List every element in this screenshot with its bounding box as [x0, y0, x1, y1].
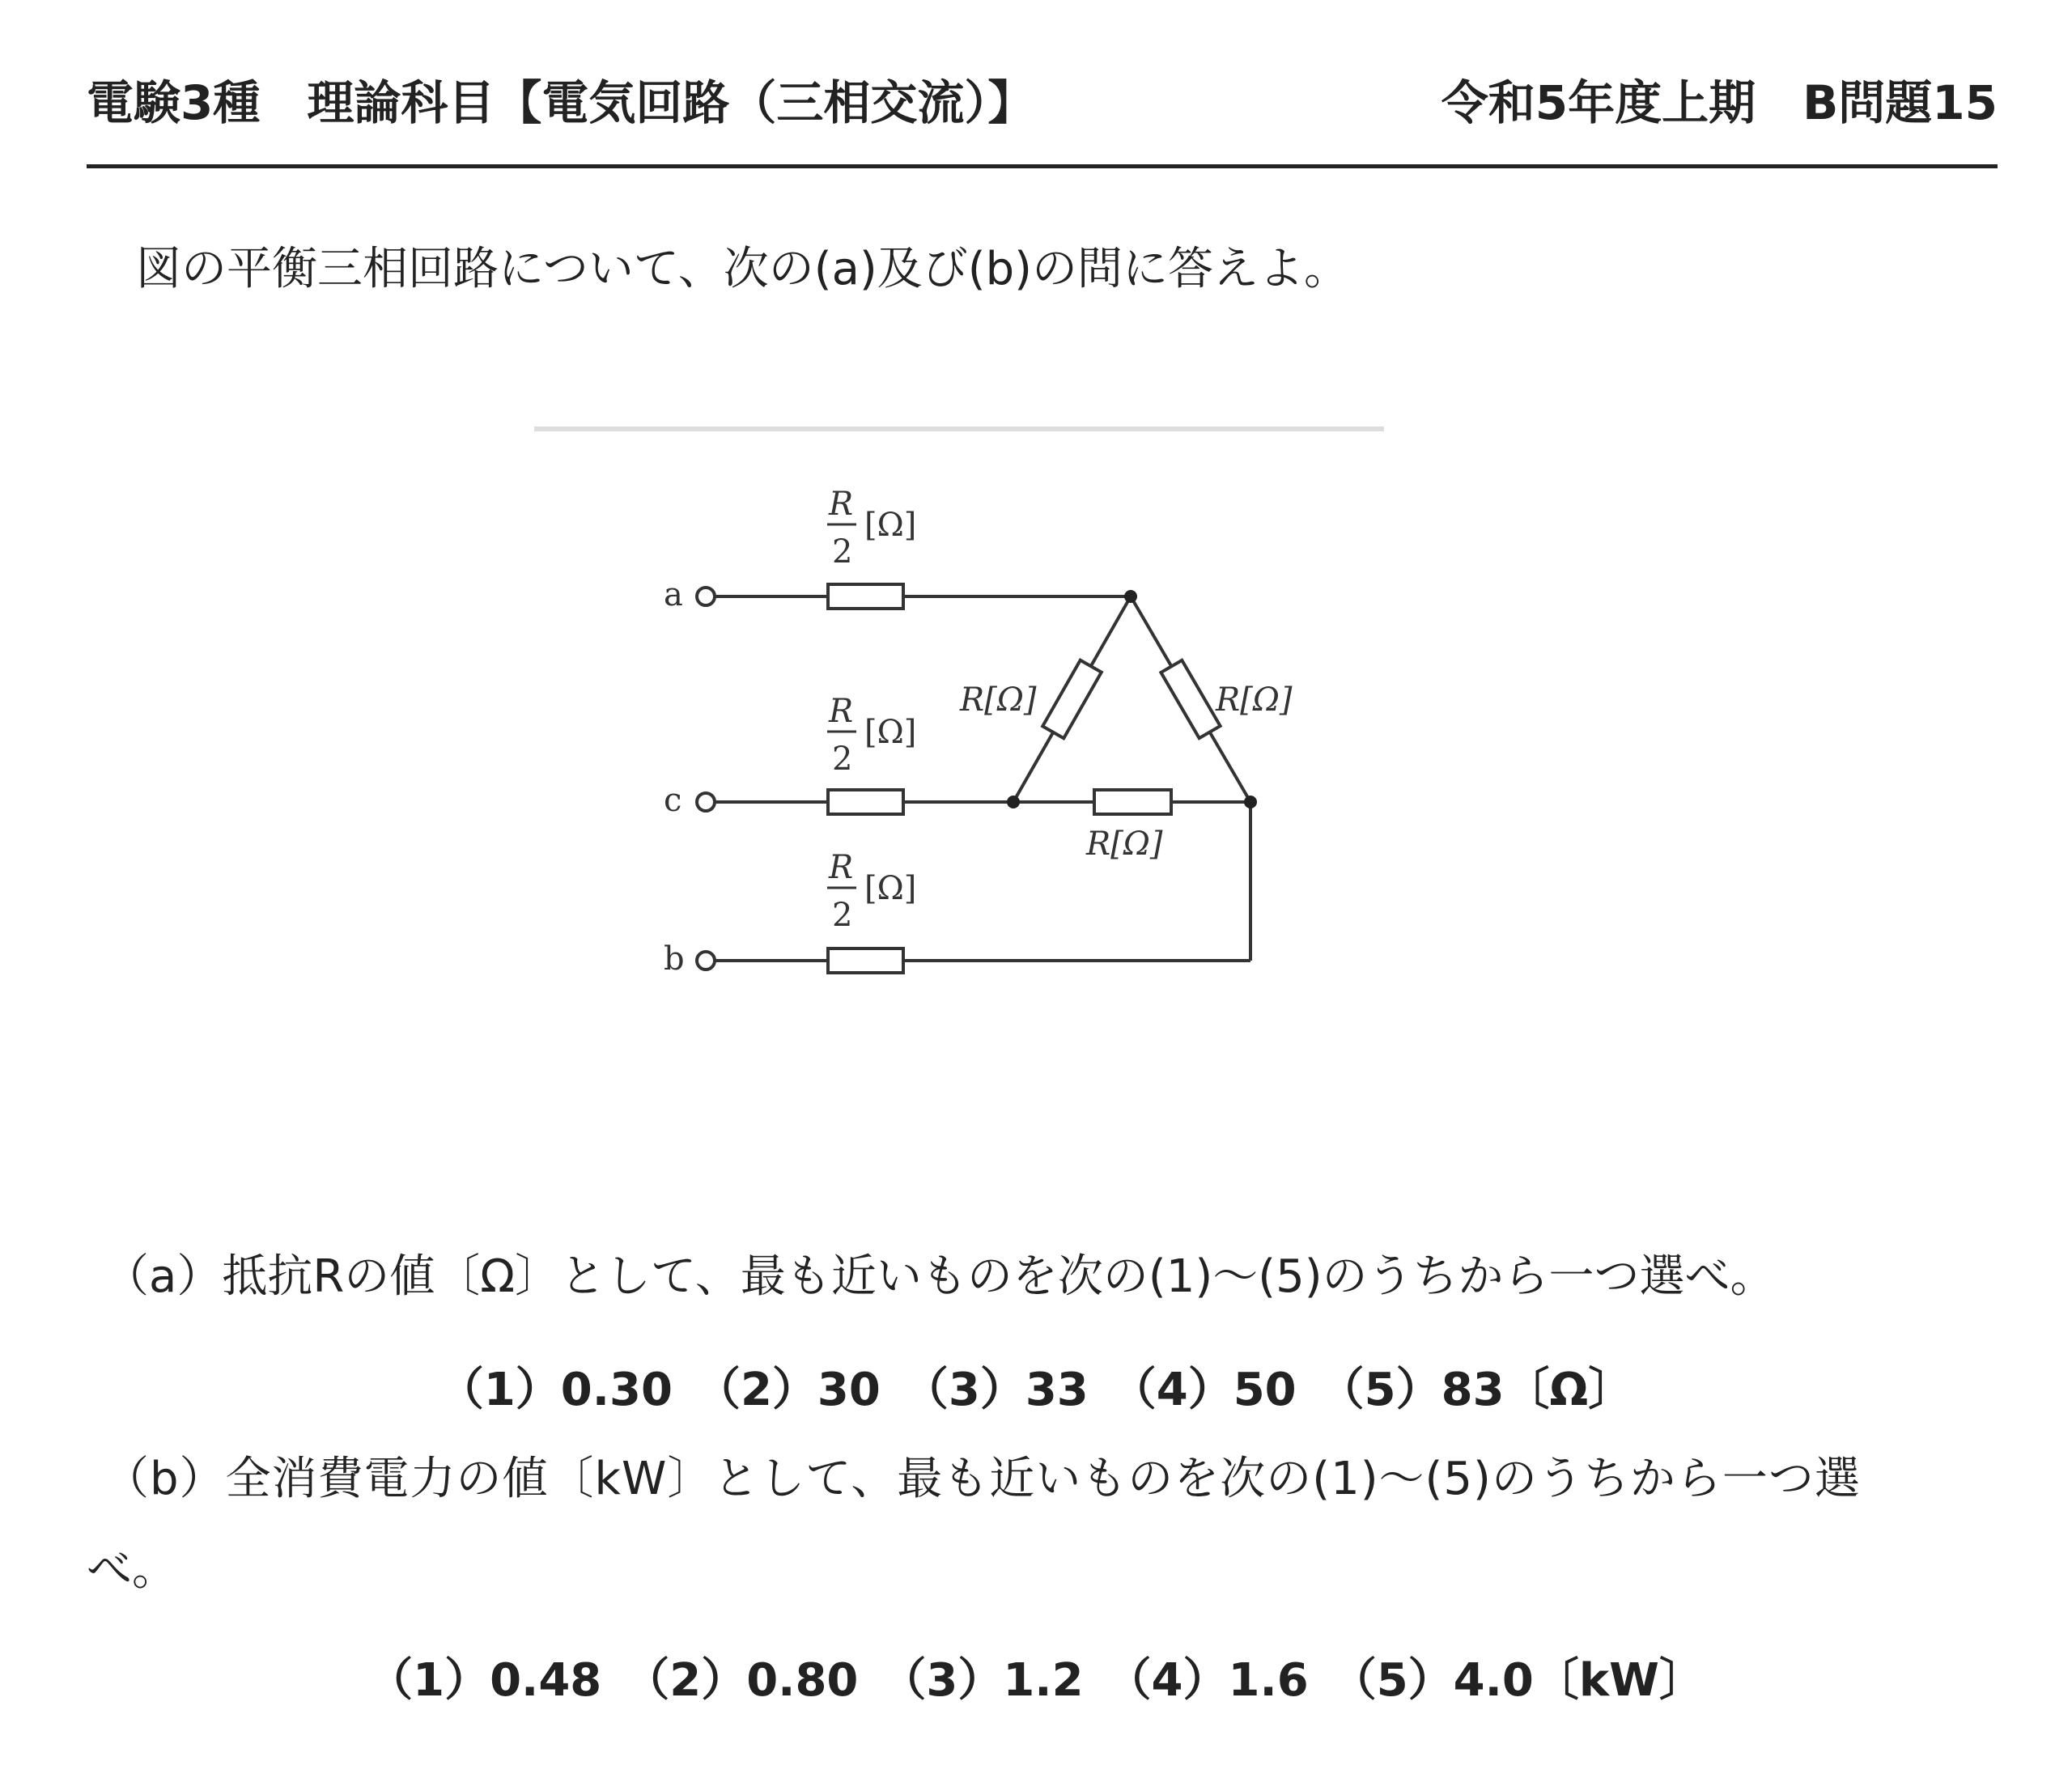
half-r-unit-a: [Ω] — [864, 507, 917, 544]
half-r-denominator-a: 2 — [832, 533, 853, 571]
half-r-numerator-a: R — [829, 486, 854, 523]
terminal-c-circle — [697, 793, 715, 811]
question-a-text: （a）抵抗Rの値〔Ω〕として、最も近いものを次の(1)～(5)のうちから一つ選べ。 — [104, 1250, 1776, 1303]
junction-dot-top — [1124, 590, 1137, 603]
half-r-unit-b: [Ω] — [864, 870, 917, 907]
header-exam-info: 令和5年度上期 B問題15 — [1441, 75, 1998, 130]
junction-dot-left — [1007, 796, 1020, 808]
resistor-line-b — [828, 948, 903, 973]
half-r-denominator-b: 2 — [832, 897, 853, 934]
terminal-a-label: a — [664, 576, 683, 613]
junction-dot-right — [1244, 796, 1257, 808]
half-r-denominator-c: 2 — [832, 740, 853, 778]
resistor-line-a — [828, 584, 903, 609]
terminal-a-circle — [697, 588, 715, 605]
question-b-text-line2: べ。 — [87, 1543, 177, 1596]
resistor-delta-bottom — [1094, 790, 1171, 814]
resistor-delta-left — [1042, 660, 1102, 739]
resistor-line-c — [828, 790, 903, 814]
header-subject: 電験3種 理論科目【電気回路（三相交流）】 — [87, 75, 1035, 130]
delta-r-label-left: R[Ω] — [960, 681, 1037, 719]
problem-intro: 図の平衡三相回路について、次の(a)及び(b)の問に答えよ。 — [136, 243, 1350, 295]
delta-r-label-right: R[Ω] — [1216, 681, 1293, 719]
scan-artifact-line — [534, 426, 1384, 431]
question-a-choices: （1）0.30 （2）30 （3）33 （4）50 （5）83〔Ω〕 — [438, 1364, 1634, 1416]
half-r-numerator-b: R — [829, 849, 854, 886]
terminal-b-circle — [697, 952, 715, 970]
terminal-b-label: b — [664, 940, 685, 978]
question-b-text-line1: （b）全消費電力の値〔kW〕として、最も近いものを次の(1)～(5)のうちから一つ選 — [104, 1453, 1861, 1505]
question-b-choices: （1）0.48 （2）0.80 （3）1.2 （4）1.6 （5）4.0〔kW〕 — [367, 1654, 1705, 1707]
half-r-unit-c: [Ω] — [864, 714, 917, 751]
terminal-c-label: c — [664, 782, 682, 819]
resistor-delta-right — [1161, 660, 1220, 738]
delta-r-label-bottom: R[Ω] — [1086, 825, 1163, 863]
half-r-numerator-c: R — [829, 693, 854, 730]
